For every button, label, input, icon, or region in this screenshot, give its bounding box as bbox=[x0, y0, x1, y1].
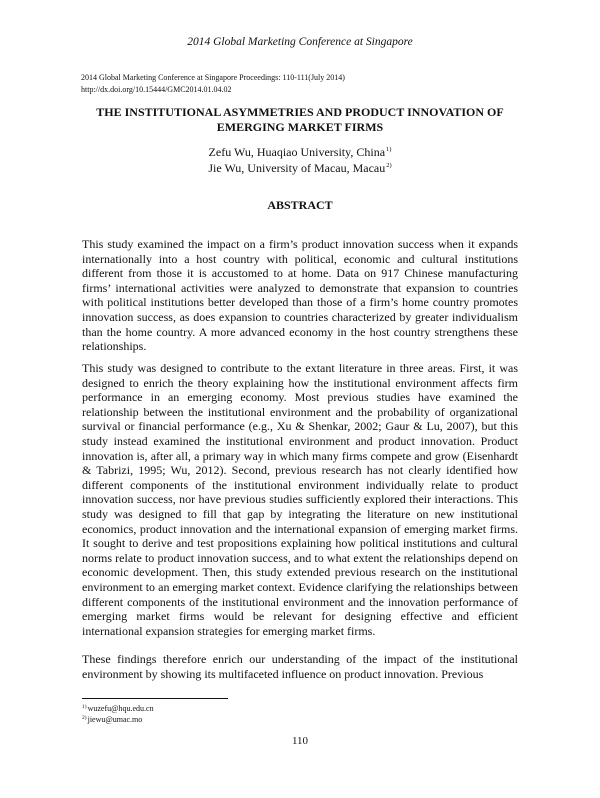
paper-title-line-2: EMERGING MARKET FIRMS bbox=[216, 120, 384, 134]
footnotes bbox=[82, 703, 154, 725]
abstract-paragraph-2 bbox=[82, 361, 518, 638]
paper-title-line-1: THE INSTITUTIONAL ASYMMETRIES AND PRODUCT INNOVATION OF bbox=[96, 105, 504, 119]
abstract-paragraph-1 bbox=[82, 237, 518, 354]
paragraph-text: This study was designed to contribute to the extant literature in three areas. First, it was designed to enrich the theory explaining how the institutional environment affects firm performance in an emerging economy. Most previous studies have examined the relationship between the institutional environment and the probability of organizational survival or financial performance (e.g., Xu & Shenkar, 2002; Gaur & Lu, 2007), but this study instead examined the institutional environment and product innovation. Product innovation is, after all, a primary way in which many firms compete and grow (Eisenhardt & Tabrizi, 1995; Wu, 2012). Second, previous research has not clearly identified how different components of the institutional environment individually relate to product innovation success, nor have previous studies sufficiently explored their interactions. This study was designed to fill that gap by integrating the literature on new institutional economics, product innovation and the international expansion of emerging market firms. It sought to derive and test propositions explaining how political institutions and cultural norms relate to product innovation success, and to what extent the relationships depend on economic development. Then, this study extended previous research on the institutional environment to an emerging market context. Evidence clarifying the relationships between different components of the institutional environment and the innovation performance of emerging market firms would be relevant for designing effective and efficient international expansion strategies for emerging market firms. bbox=[82, 361, 518, 638]
author-list bbox=[0, 145, 600, 176]
author-2 bbox=[0, 161, 600, 177]
footnote-1-marker: 1) bbox=[82, 704, 87, 710]
paper-title bbox=[60, 105, 540, 135]
abstract-paragraph-3 bbox=[82, 652, 518, 681]
doi-link[interactable]: http://dx.doi.org/10.15444/GMC2014.01.04.02 bbox=[81, 85, 232, 94]
abstract-heading: ABSTRACT bbox=[267, 198, 333, 212]
paragraph-text: This study examined the impact on a firm’s product innovation success when it expands internationally into a host country with political, economic and cultural institutions different from those it is accustomed to at home. Data on 917 Chinese manufacturing firms’ international activities were analyzed to demonstrate that expansion to countries with political institutions better developed than those of a firm’s home country promotes innovation success, as does expansion to countries characterized by greater individualism than the home country. A more advanced economy in the host country strengthens these relationships. bbox=[82, 237, 518, 354]
footnote-2-marker: 2) bbox=[82, 715, 87, 721]
proceedings-info bbox=[81, 72, 345, 96]
proceedings-citation: 2014 Global Marketing Conference at Singapore Proceedings: 110-111(July 2014) bbox=[81, 73, 345, 82]
page-number: 110 bbox=[291, 735, 309, 747]
footnote-2-email[interactable]: jiewu@umac.mo bbox=[87, 715, 143, 724]
author-1-footnote-marker: 1) bbox=[386, 146, 392, 153]
footnote-2 bbox=[82, 714, 154, 725]
footnote-1 bbox=[82, 703, 154, 714]
footnote-1-email[interactable]: wuzefu@hqu.edu.cn bbox=[87, 704, 154, 713]
author-1 bbox=[0, 145, 600, 161]
author-2-affiliation: Jie Wu, University of Macau, Macau bbox=[208, 160, 386, 175]
author-2-footnote-marker: 2) bbox=[386, 161, 392, 169]
paragraph-text: These findings therefore enrich our understanding of the impact of the institutional environment by showing its multifaceted influence on product innovation. Previous bbox=[82, 652, 518, 681]
running-head: 2014 Global Marketing Conference at Singapore bbox=[187, 36, 413, 48]
footnote-divider bbox=[82, 698, 228, 699]
author-1-affiliation: Zefu Wu, Huaqiao University, China bbox=[208, 145, 386, 159]
